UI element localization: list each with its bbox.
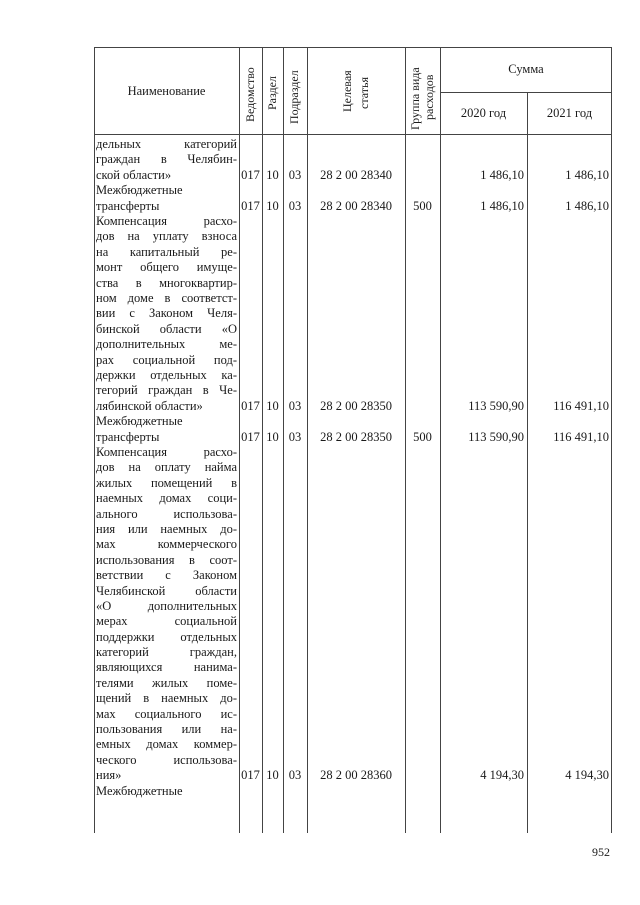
table-top-border bbox=[94, 47, 612, 48]
row-celevaya: 28 2 00 28350 bbox=[320, 429, 392, 444]
row-name-line: Межбюджетные bbox=[96, 414, 183, 429]
row-name-line: Компенсация расхо- bbox=[96, 214, 237, 228]
row-name-line: трансферты bbox=[96, 198, 160, 213]
row-name-line: тегорий граждан в Че- bbox=[96, 383, 237, 398]
row-name-line: мах социального ис- bbox=[96, 706, 237, 721]
row-sum-2021: 1 486,10 bbox=[565, 167, 609, 182]
row-name-line: лябинской области» bbox=[96, 398, 203, 413]
row-celevaya: 28 2 00 28340 bbox=[320, 198, 392, 213]
row-name-line: емных домах коммер- bbox=[96, 737, 237, 752]
row-name-line: щений в наемных до- bbox=[96, 691, 237, 706]
header-name: Наименование bbox=[127, 84, 206, 98]
row-name-line: являющихся нанима- bbox=[96, 660, 237, 675]
row-name-line: Челябинской области bbox=[96, 583, 237, 598]
header-celevaya-1: Целевая bbox=[340, 70, 354, 112]
row-celevaya: 28 2 00 28340 bbox=[320, 167, 392, 182]
col-divider-7 bbox=[527, 92, 528, 833]
row-name-line: дополнительных ме- bbox=[96, 337, 237, 352]
row-podrazdel: 03 bbox=[288, 768, 302, 783]
row-name bbox=[96, 784, 237, 799]
header-bottom-border bbox=[94, 134, 612, 135]
header-razdel: Раздел bbox=[265, 76, 279, 110]
row-name-line: дов на оплату найма bbox=[96, 460, 237, 475]
row-vedomstvo: 017 bbox=[241, 429, 260, 444]
row-name bbox=[96, 137, 237, 183]
row-podrazdel: 03 bbox=[288, 398, 302, 413]
row-name bbox=[96, 214, 237, 414]
row-razdel: 10 bbox=[266, 398, 279, 413]
row-gruppa: 500 bbox=[413, 429, 432, 444]
row-name-line: наемных домах соци- bbox=[96, 491, 237, 506]
row-name-line: ния или наемных до- bbox=[96, 521, 237, 536]
row-name-line: пользования или на- bbox=[96, 722, 237, 737]
row-name-line: вии с Законом Челя- bbox=[96, 306, 237, 321]
row-name-line: ального использова- bbox=[96, 506, 237, 521]
row-sum-2021: 116 491,10 bbox=[553, 398, 609, 413]
row-name bbox=[96, 445, 237, 784]
row-sum-2020: 4 194,30 bbox=[480, 768, 524, 783]
table-left-border bbox=[94, 47, 95, 833]
row-name-line: дов на уплату взноса bbox=[96, 229, 237, 244]
row-razdel: 10 bbox=[266, 768, 279, 783]
row-gruppa: 500 bbox=[413, 198, 432, 213]
row-podrazdel: 03 bbox=[288, 167, 302, 182]
row-name-line: держки отдельных ка- bbox=[96, 367, 237, 382]
row-name-line: «О дополнительных bbox=[96, 598, 237, 613]
row-name-line: Межбюджетные bbox=[96, 183, 183, 198]
row-name-line: рах социальной под- bbox=[96, 352, 237, 367]
row-vedomstvo: 017 bbox=[241, 768, 260, 783]
header-podrazdel: Подраздел bbox=[287, 70, 301, 124]
row-name bbox=[96, 183, 237, 214]
row-vedomstvo: 017 bbox=[241, 398, 260, 413]
table-right-border bbox=[611, 47, 612, 833]
row-name-line: поддержки отдельных bbox=[96, 629, 237, 644]
row-name-line: бинской области «О bbox=[96, 321, 237, 336]
row-vedomstvo: 017 bbox=[241, 198, 260, 213]
page-number: 952 bbox=[592, 845, 610, 859]
header-summa: Сумма bbox=[508, 62, 544, 76]
summa-divider bbox=[440, 92, 612, 93]
row-name-line: мерах социальной bbox=[96, 614, 237, 629]
row-sum-2021: 1 486,10 bbox=[565, 198, 609, 213]
row-razdel: 10 bbox=[266, 167, 279, 182]
row-name-line: ской области» bbox=[96, 167, 172, 182]
row-podrazdel: 03 bbox=[288, 198, 302, 213]
row-name-line: ветствии с Законом bbox=[96, 568, 237, 583]
row-sum-2020: 113 590,90 bbox=[468, 398, 524, 413]
row-name-line: использования в соот- bbox=[96, 552, 237, 567]
header-vedomstvo: Ведомство bbox=[243, 67, 257, 122]
row-sum-2021: 4 194,30 bbox=[565, 768, 609, 783]
header-gruppa-2: расходов bbox=[422, 74, 436, 120]
row-name-line: на капитальный ре- bbox=[96, 244, 237, 259]
row-vedomstvo: 017 bbox=[241, 167, 260, 182]
row-podrazdel: 03 bbox=[288, 429, 302, 444]
row-name-line: дельных категорий bbox=[96, 137, 237, 151]
header-celevaya-2: статья bbox=[357, 77, 371, 109]
row-sum-2020: 1 486,10 bbox=[480, 167, 524, 182]
row-name-line: мах коммерческого bbox=[96, 537, 237, 552]
row-sum-2020: 1 486,10 bbox=[480, 198, 524, 213]
row-name-line: жилых помещений в bbox=[96, 475, 237, 490]
row-sum-2020: 113 590,90 bbox=[468, 429, 524, 444]
header-year-2020: 2020 год bbox=[460, 106, 507, 120]
row-name-line: категорий граждан, bbox=[96, 645, 237, 660]
row-name-line: Межбюджетные bbox=[96, 783, 183, 798]
row-name-line: ном доме в соответст- bbox=[96, 290, 237, 305]
row-name-line: телями жилых поме- bbox=[96, 675, 237, 690]
header-year-2021: 2021 год bbox=[546, 106, 593, 120]
row-sum-2021: 116 491,10 bbox=[553, 429, 609, 444]
row-razdel: 10 bbox=[266, 429, 279, 444]
row-name-line: Компенсация расхо- bbox=[96, 445, 237, 459]
row-name bbox=[96, 414, 237, 445]
row-name-line: ния» bbox=[96, 768, 122, 783]
col-divider-6 bbox=[440, 47, 441, 833]
header-gruppa-1: Группа вида bbox=[408, 67, 422, 130]
row-celevaya: 28 2 00 28360 bbox=[320, 768, 392, 783]
row-celevaya: 28 2 00 28350 bbox=[320, 398, 392, 413]
row-razdel: 10 bbox=[266, 198, 279, 213]
row-name-line: ства в многоквартир- bbox=[96, 275, 237, 290]
row-name-line: монт общего имуще- bbox=[96, 260, 237, 275]
row-name-line: граждан в Челябин- bbox=[96, 152, 237, 167]
row-name-line: ческого использова- bbox=[96, 752, 237, 767]
row-name-line: трансферты bbox=[96, 429, 160, 444]
